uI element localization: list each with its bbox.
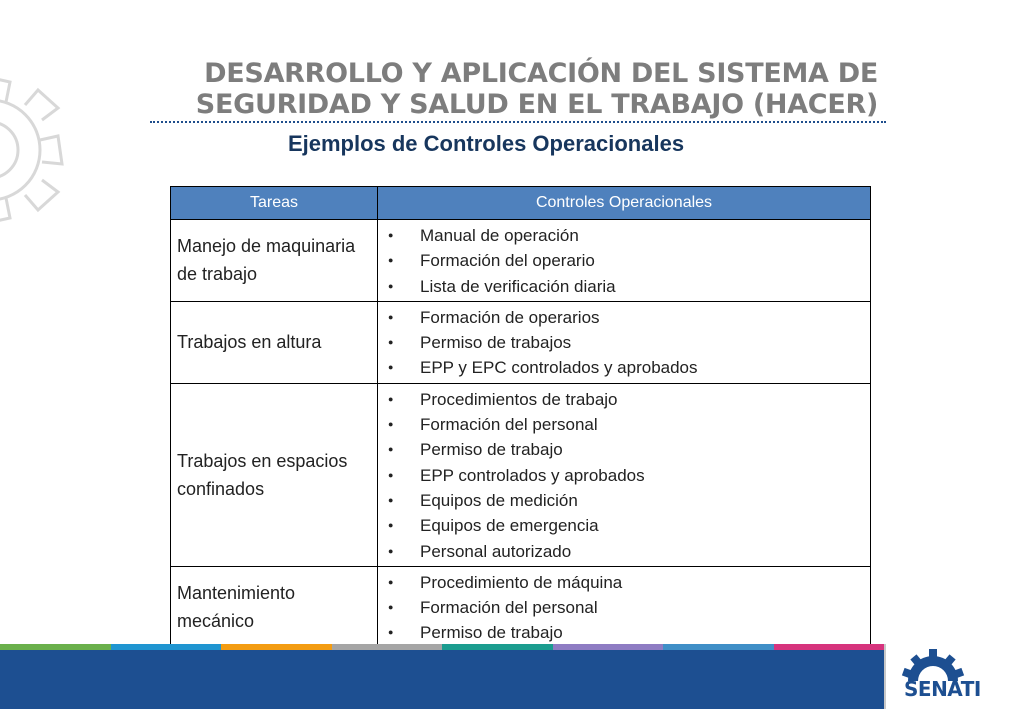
table-row: [171, 383, 871, 566]
bullet-icon: ●: [388, 255, 394, 266]
task-cell: Manejo de maquinaria de trabajo: [171, 220, 378, 302]
bullet-icon: ●: [388, 362, 394, 373]
senati-gear-icon: [898, 647, 968, 681]
slide-title-line-2: SEGURIDAD Y SALUD EN EL TRABAJO (HACER): [195, 89, 878, 120]
controls-cell: [378, 301, 871, 383]
table-row: [171, 301, 871, 383]
bullet-icon: ●: [388, 520, 394, 531]
footer-divider: [884, 644, 886, 709]
controls-list: [386, 223, 870, 299]
bullet-icon: ●: [388, 311, 394, 322]
bullet-icon: ●: [388, 469, 394, 480]
controls-table: [170, 186, 871, 649]
table-row: [171, 220, 871, 302]
controls-list: [386, 305, 870, 381]
control-item: ● Formación de operarios: [386, 305, 870, 330]
control-item: ● Permiso de trabajo: [386, 620, 870, 645]
table-row: [171, 566, 871, 648]
task-cell: Trabajos en altura: [171, 301, 378, 383]
control-item: ● Formación del personal: [386, 412, 870, 437]
bullet-icon: ●: [388, 545, 394, 556]
footer-bar: [0, 650, 884, 709]
slide-subtitle: Ejemplos de Controles Operacionales: [287, 131, 685, 156]
control-item: ● EPP controlados y aprobados: [386, 463, 870, 488]
header-tareas: Tareas: [171, 187, 378, 220]
control-item: ● Equipos de emergencia: [386, 513, 870, 538]
bullet-icon: ●: [388, 280, 394, 291]
controls-list: [386, 387, 870, 564]
control-item: ● Formación del personal: [386, 595, 870, 620]
control-item: ● Formación del operario: [386, 248, 870, 273]
control-item: ● Procedimientos de trabajo: [386, 387, 870, 412]
senati-logo-text: SENATI: [904, 677, 981, 701]
task-cell: Mantenimiento mecánico: [171, 566, 378, 648]
control-item: ● Personal autorizado: [386, 539, 870, 564]
title-divider: [150, 121, 886, 123]
controls-cell: [378, 566, 871, 648]
control-item: ● Procedimiento de máquina: [386, 570, 870, 595]
bullet-icon: ●: [388, 444, 394, 455]
control-item: ● Lista de verificación diaria: [386, 274, 870, 299]
bullet-icon: ●: [388, 393, 394, 404]
bullet-icon: ●: [388, 230, 394, 240]
bullet-icon: ●: [388, 494, 394, 505]
bullet-icon: ●: [388, 576, 394, 587]
header-controles: Controles Operacionales: [378, 187, 871, 220]
slide-title-line-1: DESARROLLO Y APLICACIÓN DEL SISTEMA DE: [204, 58, 878, 89]
slide-title: [196, 58, 878, 120]
bullet-icon: ●: [388, 627, 394, 638]
task-cell: Trabajos en espacios confinados: [171, 383, 378, 566]
controls-cell: [378, 383, 871, 566]
controls-list: [386, 570, 870, 646]
bullet-icon: ●: [388, 337, 394, 348]
table-header-row: [171, 187, 871, 220]
control-item: ● EPP y EPC controlados y aprobados: [386, 355, 870, 380]
control-item: ● Permiso de trabajo: [386, 437, 870, 462]
control-item: ● Manual de operación: [386, 223, 870, 248]
controls-cell: [378, 220, 871, 302]
control-item: ● Equipos de medición: [386, 488, 870, 513]
control-item: ● Permiso de trabajos: [386, 330, 870, 355]
bullet-icon: ●: [388, 419, 394, 430]
senati-logo: [898, 647, 1008, 705]
bullet-icon: ●: [388, 602, 394, 613]
